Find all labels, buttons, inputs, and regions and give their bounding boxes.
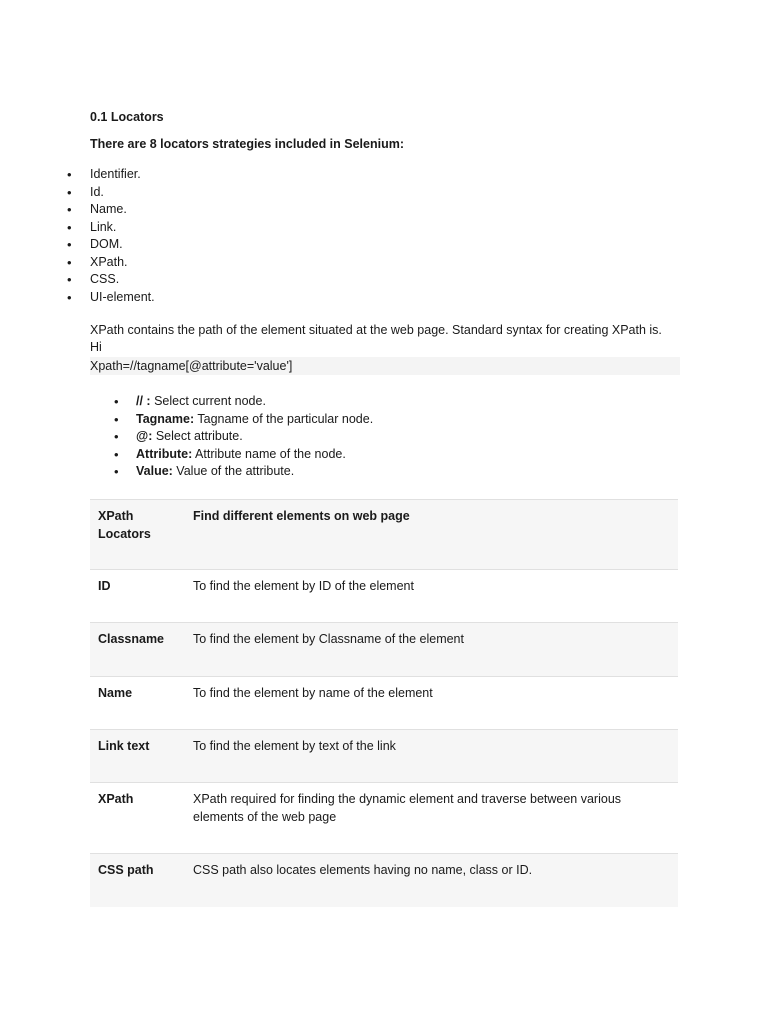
table-header-locator <box>90 500 185 570</box>
syntax-part-item <box>0 411 373 429</box>
table-cell-description <box>185 730 678 783</box>
strategy-item: • Id. <box>0 184 155 202</box>
header-line: Locators <box>98 526 151 541</box>
table-row <box>90 623 678 677</box>
table-cell-locator: CSS path <box>98 863 154 877</box>
syntax-desc: Select attribute. <box>152 429 243 443</box>
table-cell-description <box>185 570 678 623</box>
table-cell-description <box>185 854 678 907</box>
xpath-description-line: Hi <box>90 340 102 354</box>
syntax-desc: Attribute name of the node. <box>192 446 346 461</box>
strategy-item: • CSS. <box>0 271 155 289</box>
strategy-item: • Name. <box>0 201 155 219</box>
header-line: XPath <box>98 509 134 523</box>
syntax-desc: Tagname of the particular node. <box>194 411 374 426</box>
table-cell-locator: XPath <box>98 792 134 806</box>
syntax-term: Attribute: <box>136 446 193 461</box>
strategy-item: • UI-element. <box>0 289 155 307</box>
section-heading: 0.1 Locators <box>90 110 164 124</box>
table-cell-description <box>185 783 678 854</box>
description-line: XPath required for finding the dynamic element and traverse between various <box>193 792 622 806</box>
strategy-list <box>0 166 155 306</box>
syntax-term: @: <box>136 429 153 443</box>
table-header-description: Find different elements on web page <box>193 509 410 523</box>
xpath-description-line: XPath contains the path of the element situated at the web page. Standard syntax for creating XPath is. <box>90 323 662 337</box>
strategy-item: • DOM. <box>0 236 155 254</box>
syntax-term: Value: <box>136 464 173 478</box>
syntax-desc: Select current node. <box>150 394 266 408</box>
strategy-item: • Identifier. <box>0 166 155 184</box>
table-row <box>90 677 678 730</box>
syntax-parts-list <box>0 393 373 481</box>
strategy-item: • Link. <box>0 219 155 237</box>
syntax-desc: Value of the attribute. <box>172 464 295 478</box>
description-line: CSS path also locates elements having no name, class or ID. <box>193 863 533 877</box>
syntax-part-item <box>0 428 373 446</box>
syntax-term: Tagname: <box>136 411 195 426</box>
xpath-description <box>90 322 690 356</box>
table-cell-locator: Link text <box>98 739 150 753</box>
intro-text: There are 8 locators strategies included in Selenium: <box>90 137 404 151</box>
description-line: To find the element by ID of the element <box>193 579 414 593</box>
table-row <box>90 854 678 907</box>
xpath-syntax-code: Xpath=//tagname[@attribute='value'] <box>90 357 680 375</box>
table-cell-locator: Name <box>98 686 133 700</box>
description-line: To find the element by text of the link <box>193 739 396 753</box>
table-row <box>90 730 678 783</box>
description-line: To find the element by name of the element <box>193 686 433 700</box>
strategy-item: • XPath. <box>0 254 155 272</box>
syntax-term: // : <box>136 394 151 408</box>
table-row <box>90 570 678 623</box>
table-cell-locator: Classname <box>98 632 165 646</box>
syntax-part-item <box>0 446 373 464</box>
table-cell-description <box>185 677 678 730</box>
table-row <box>90 783 678 854</box>
locator-table <box>90 499 678 907</box>
description-line: elements of the web page <box>193 809 337 824</box>
table-cell-locator: ID <box>98 579 111 593</box>
table-cell-description <box>185 623 678 677</box>
table-header-row <box>90 500 678 570</box>
syntax-part-item <box>0 393 373 411</box>
description-line: To find the element by Classname of the element <box>193 632 464 646</box>
syntax-part-item <box>0 463 373 481</box>
